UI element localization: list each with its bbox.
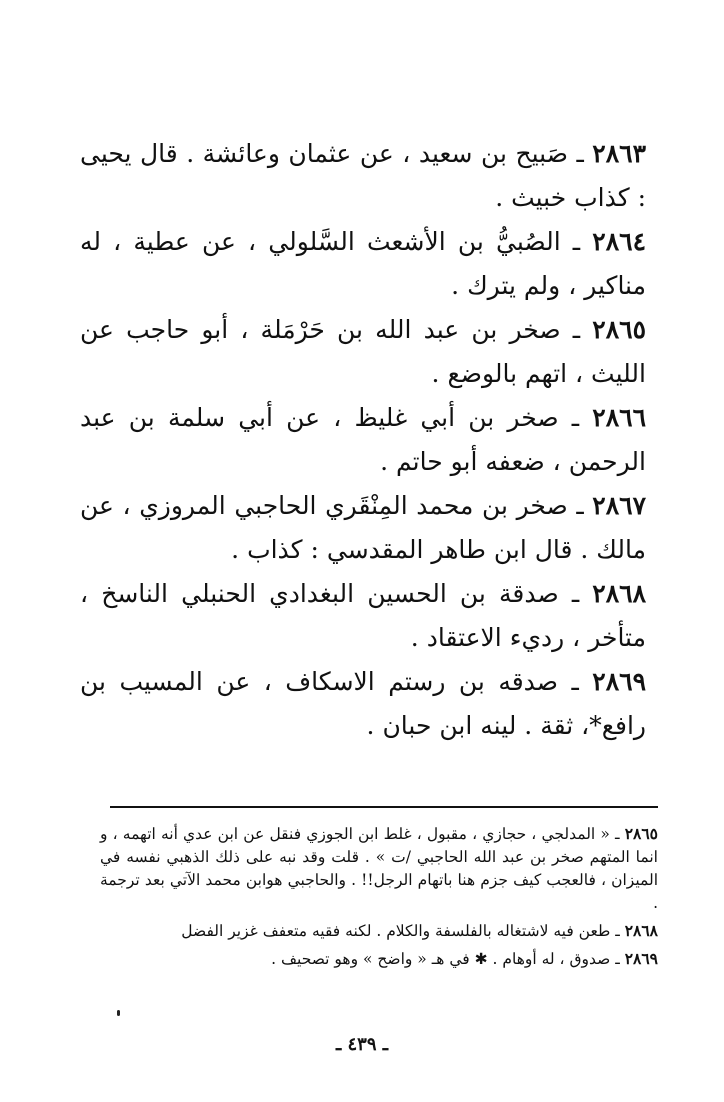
footnote-divider (110, 806, 658, 808)
footnote-2865 (100, 822, 658, 915)
entry-2863 (80, 132, 646, 220)
entry-number: ٢٨٦٩ (592, 667, 646, 696)
footnote-2868 (100, 919, 658, 943)
entry-number: ٢٨٦٥ (592, 315, 646, 344)
entry-text: ـ الصُبيُّ بن الأشعث السَّلولي ، عن عطية ، له مناكير ، ولم يترك . (80, 227, 646, 300)
entry-text: ـ صخر بن عبد الله بن حَرْمَلة ، أبو حاجب عن الليث ، اتهم بالوضع . (80, 315, 646, 388)
entry-text: ـ صخر بن أبي غليظ ، عن أبي سلمة بن عبد الرحمن ، ضعفه أبو حاتم . (80, 403, 646, 476)
entry-text: ـ صدقه بن رستم الاسكاف ، عن المسيب بن رافع*، ثقة . لينه ابن حبان . (80, 667, 646, 740)
entry-number: ٢٨٦٨ (592, 579, 646, 608)
entry-2868 (80, 572, 646, 660)
entry-2866 (80, 396, 646, 484)
footnote-text: ـ « المدلجي ، حجازي ، مقبول ، غلط ابن الجوزي فنقل عن ابن عدي أنه اتهمه ، و انما المتهم صخر بن عبد الله الحاجبي /ت » . قلت وقد نبه على ذلك الذهبي نفسه في الميزان ، فالعجب كيف جزم هنا باتهام الرجل!! . والحاجبي هوابن محمد الآتي بعد ترجمة . (100, 825, 658, 912)
entry-number: ٢٨٦٣ (592, 139, 646, 168)
entry-number: ٢٨٦٧ (592, 491, 646, 520)
footnote-number: ٢٨٦٥ (624, 824, 658, 843)
main-text (80, 132, 646, 748)
entry-2867 (80, 484, 646, 572)
entry-text: ـ صدقة بن الحسين البغدادي الحنبلي الناسخ ، متأخر ، رديء الاعتقاد . (80, 579, 646, 652)
footnote-number: ٢٨٦٨ (624, 921, 658, 940)
footnote-2869 (100, 947, 658, 971)
footnotes (100, 822, 658, 975)
entry-2864 (80, 220, 646, 308)
page-number: ـ ٤٣٩ ـ (335, 1034, 389, 1055)
entry-number: ٢٨٦٤ (592, 227, 646, 256)
entry-2869 (80, 660, 646, 748)
entry-2865 (80, 308, 646, 396)
footnote-text: ـ طعن فيه لاشتغاله بالفلسفة والكلام . لكنه فقيه متعفف غزير الفضل (181, 922, 625, 940)
ink-speck (117, 1010, 120, 1016)
entry-number: ٢٨٦٦ (592, 403, 646, 432)
footnote-number: ٢٨٦٩ (624, 949, 658, 968)
entry-text: ـ صخر بن محمد المِنْقَري الحاجبي المروزي ، عن مالك . قال ابن طاهر المقدسي : كذاب . (80, 491, 646, 564)
footnote-text: ـ صدوق ، له أوهام . ✱ في هـ « واضح » وهو تصحيف . (271, 950, 625, 968)
entry-text: ـ صَبيح بن سعيد ، عن عثمان وعائشة . قال يحيى : كذاب خبيث . (80, 139, 646, 212)
